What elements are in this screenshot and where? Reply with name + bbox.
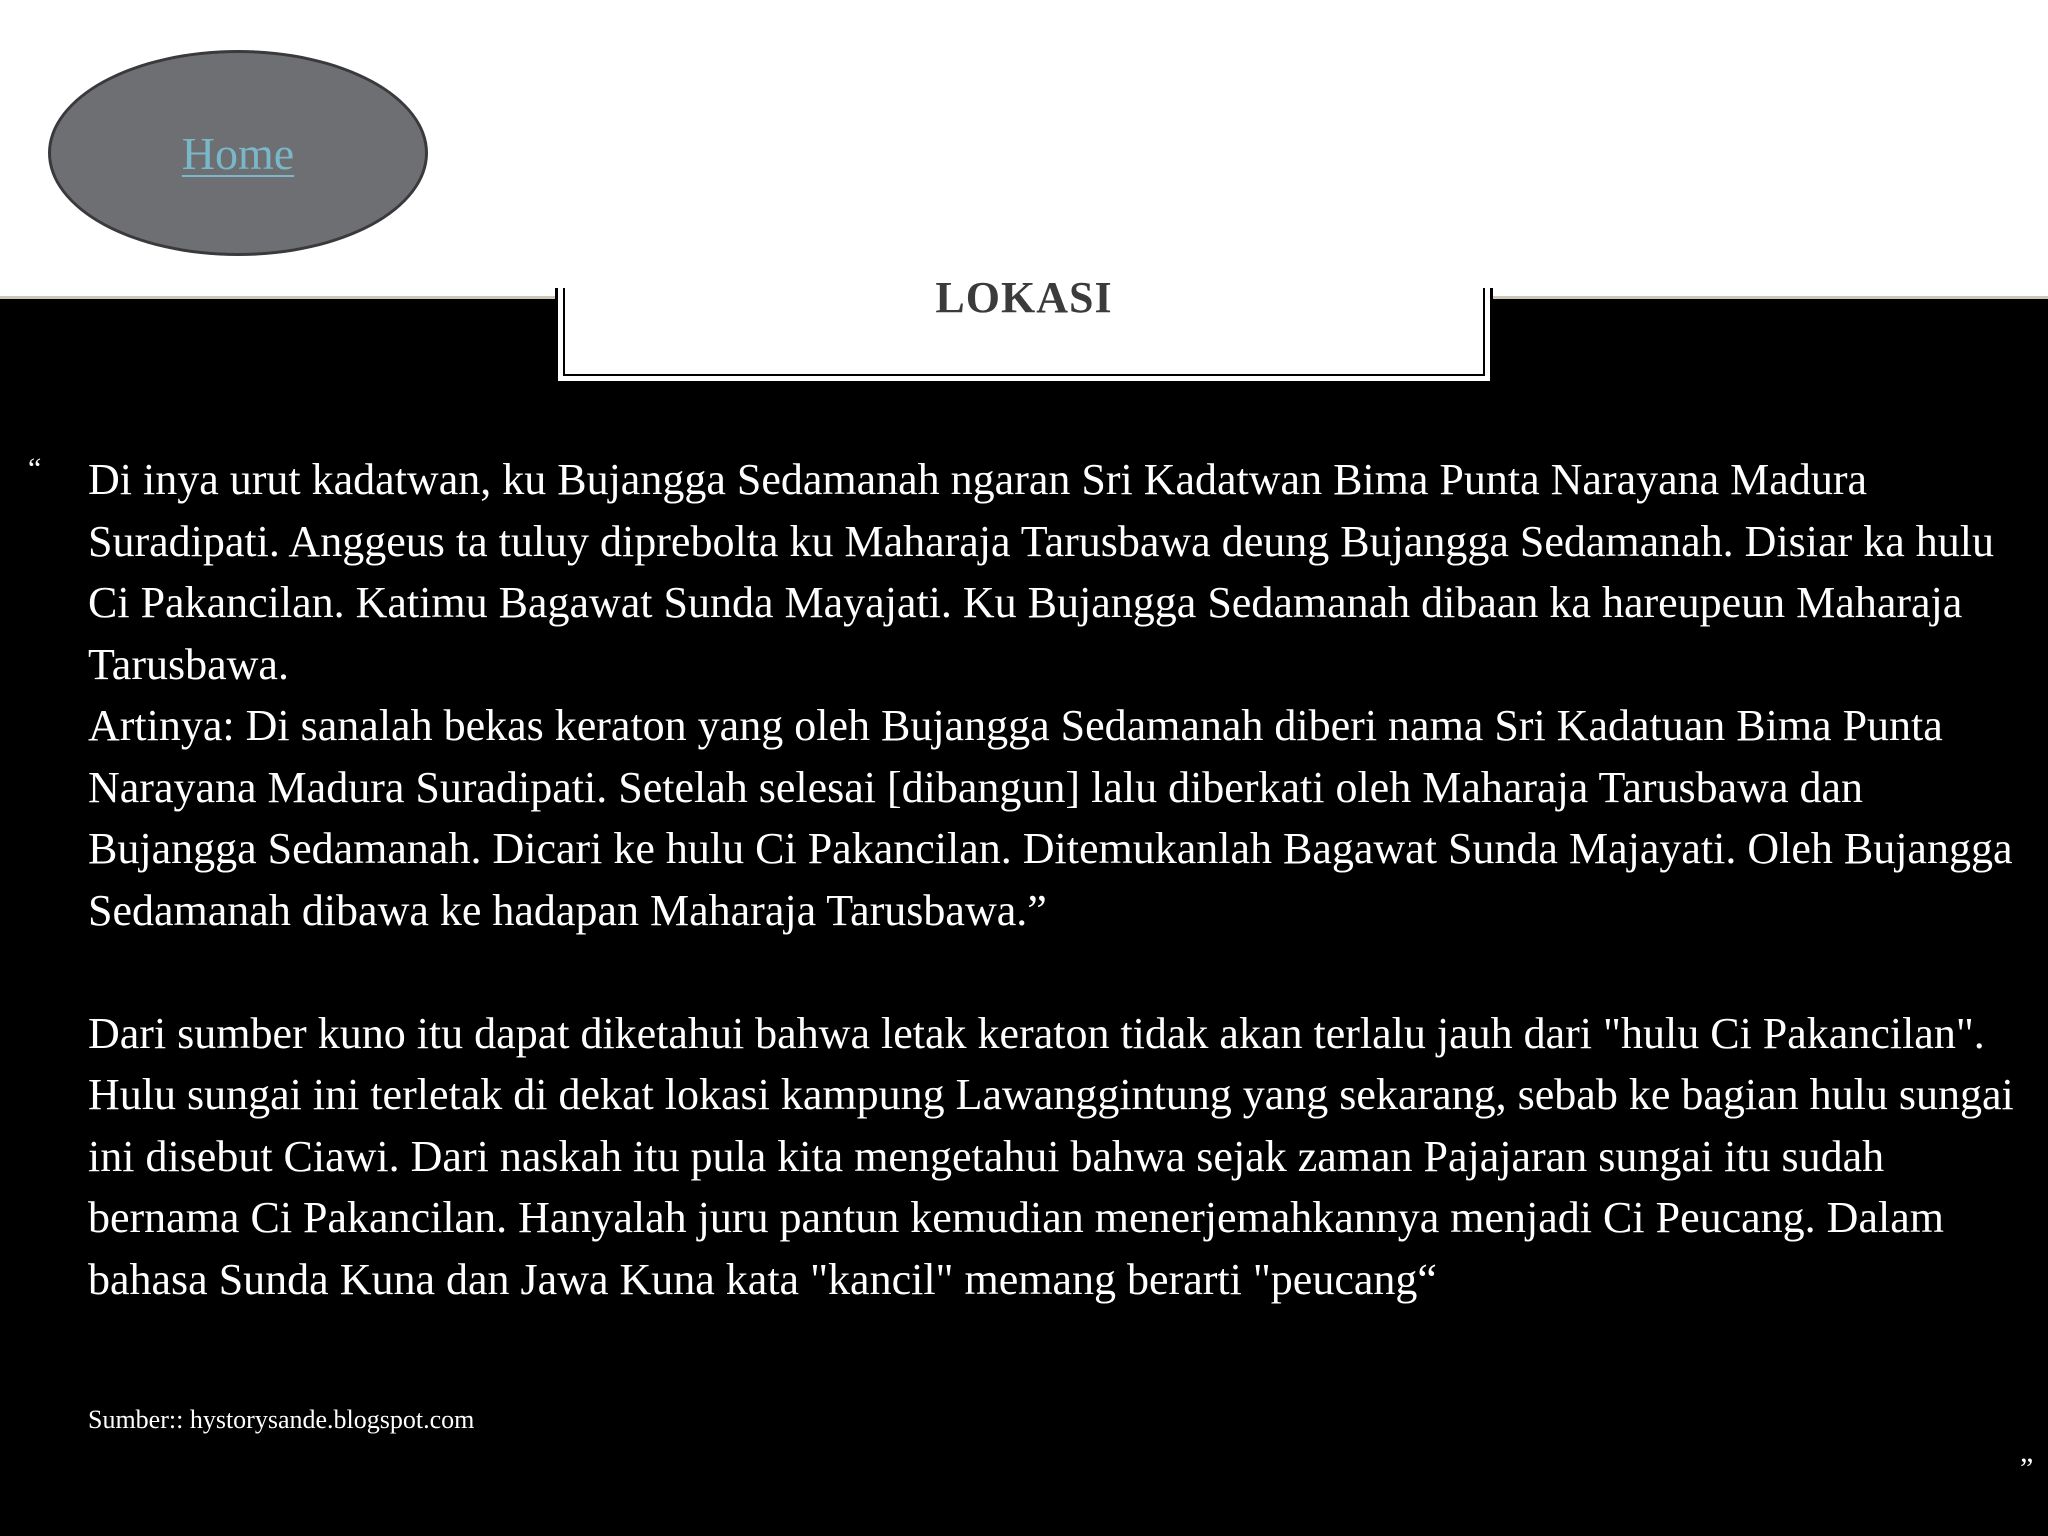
home-button[interactable] (48, 50, 428, 256)
paragraph-translation: Artinya: Di sanalah bekas keraton yang oleh Bujangga Sedamanah diberi nama Sri Kadatuan Bima Punta Narayana Madura Suradipati. Setelah selesai [dibangun] lalu diberkati oleh Maharaja Tarusbawa dan Bujangga Sedamanah. Dicari ke hulu Ci Pakancilan. Ditemukanlah Bagawat Sunda Majayati. Oleh Bujangga Sedamanah dibawa ke hadapan Maharaja Tarusbawa.” (88, 701, 2013, 935)
paragraph-spacer (88, 941, 2023, 1003)
home-link[interactable]: Home (181, 127, 295, 179)
source-citation: Sumber:: hystorysande.blogspot.com (88, 1405, 475, 1434)
paragraph-explanation: Dari sumber kuno itu dapat diketahui bahwa letak keraton tidak akan terlalu jauh dari "hulu Ci Pakancilan". Hulu sungai ini terletak di dekat lokasi kampung Lawanggintung yang sekarang, sebab ke bagian hulu sungai ini disebut Ciawi. Dari naskah itu pula kita mengetahui bahwa sejak zaman Pajajaran sungai itu sudah bernama Ci Pakancilan. Hanyalah juru pantun kemudian menerjemahkannya menjadi Ci Peucang. Dalam bahasa Sunda Kuna dan Jawa Kuna kata "kancil" memang berarti "peucang“ (88, 1008, 2014, 1304)
open-quote-mark: “ (28, 452, 42, 485)
close-quote-mark: ” (2020, 1452, 2034, 1485)
page-title: LOKASI (935, 273, 1113, 322)
body-text (88, 449, 2023, 1310)
paragraph-sundanese: Di inya urut kadatwan, ku Bujangga Sedamanah ngaran Sri Kadatwan Bima Punta Narayana Madura Suradipati. Anggeus ta tuluy diprebolta ku Maharaja Tarusbawa deung Bujangga Sedamanah. Disiar ka hulu Ci Pakancilan. Katimu Bagawat Sunda Mayajati. Ku Bujangga Sedamanah dibaan ka hareupeun Maharaja Tarusbawa. (88, 455, 1994, 689)
